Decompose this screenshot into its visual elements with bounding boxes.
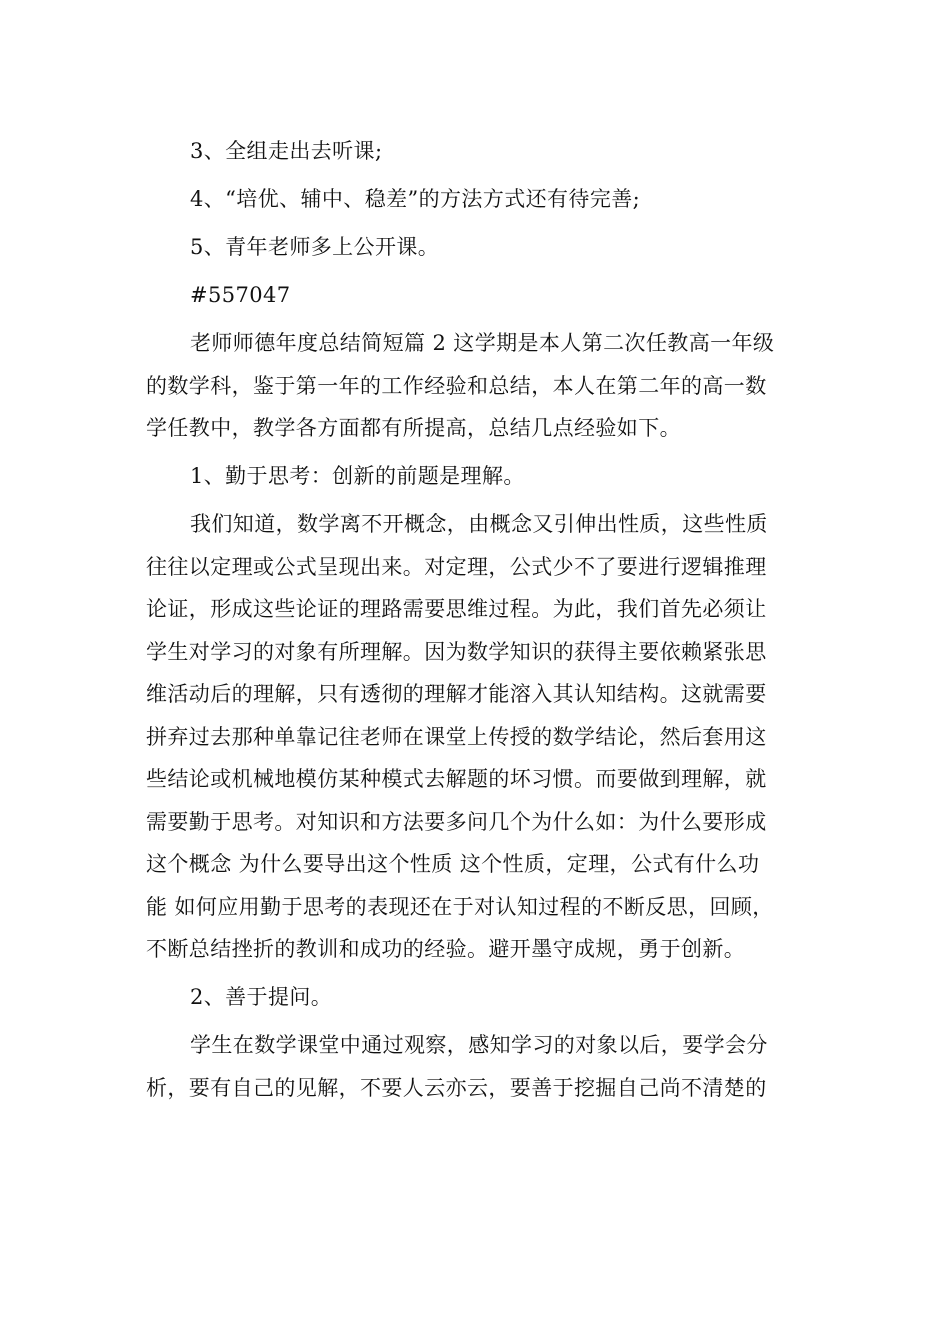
text-line: 我们知道，数学离不开概念，由概念又引伸出性质，这些性质: [190, 512, 768, 536]
text-line: 论证，形成这些论证的理路需要思维过程。为此，我们首先必须让: [146, 597, 767, 621]
text-line: 4、“培优、辅中、稳差”的方法方式还有待完善;: [190, 187, 641, 211]
text-line: 1、勤于思考：创新的前题是理解。: [190, 464, 525, 488]
text-line: 这个概念 为什么要导出这个性质 这个性质，定理，公式有什么功: [146, 852, 760, 876]
text-line: 学生对学习的对象有所理解。因为数学知识的获得主要依赖紧张思: [146, 639, 767, 664]
text-line: 学生在数学课堂中通过观察，感知学习的对象以后，要学会分: [190, 1033, 768, 1057]
text-line: 拼弃过去那种单靠记往老师在课堂上传授的数学结论，然后套用这: [146, 724, 767, 749]
text-line: 的数学科，鉴于第一年的工作经验和总结，本人在第二年的高一数: [146, 373, 767, 398]
text-line: 学任教中，教学各方面都有所提高，总结几点经验如下。: [146, 416, 681, 440]
text-line: 析，要有自己的见解，不要人云亦云，要善于挖掘自己尚不清楚的: [146, 1075, 767, 1100]
document-body: [146, 130, 808, 1109]
text-line: 往往以定理或公式呈现出来。对定理，公式少不了要进行逻辑推理: [146, 554, 767, 579]
text-line: 老师师德年度总结简短篇 2 这学期是本人第二次任教高一年级: [190, 331, 775, 355]
text-line: 些结论或机械地模仿某种模式去解题的坏习惯。而要做到理解，就: [146, 767, 767, 791]
text-line: #557047: [190, 283, 291, 307]
text-line: 需要勤于思考。对知识和方法要多问几个为什么如：为什么要形成: [146, 809, 767, 834]
text-line: 2、善于提问。: [190, 985, 333, 1009]
text-line: 不断总结挫折的教训和成功的经验。避开墨守成规，勇于创新。: [146, 937, 746, 961]
text-line: 3、全组走出去听课;: [190, 139, 383, 163]
text-line: 能 如何应用勤于思考的表现还在于对认知过程的不断反思，回顾，: [146, 894, 774, 919]
text-line: 维活动后的理解，只有透彻的理解才能溶入其认知结构。这就需要: [146, 682, 767, 706]
text-line: 5、青年老师多上公开课。: [190, 235, 440, 259]
